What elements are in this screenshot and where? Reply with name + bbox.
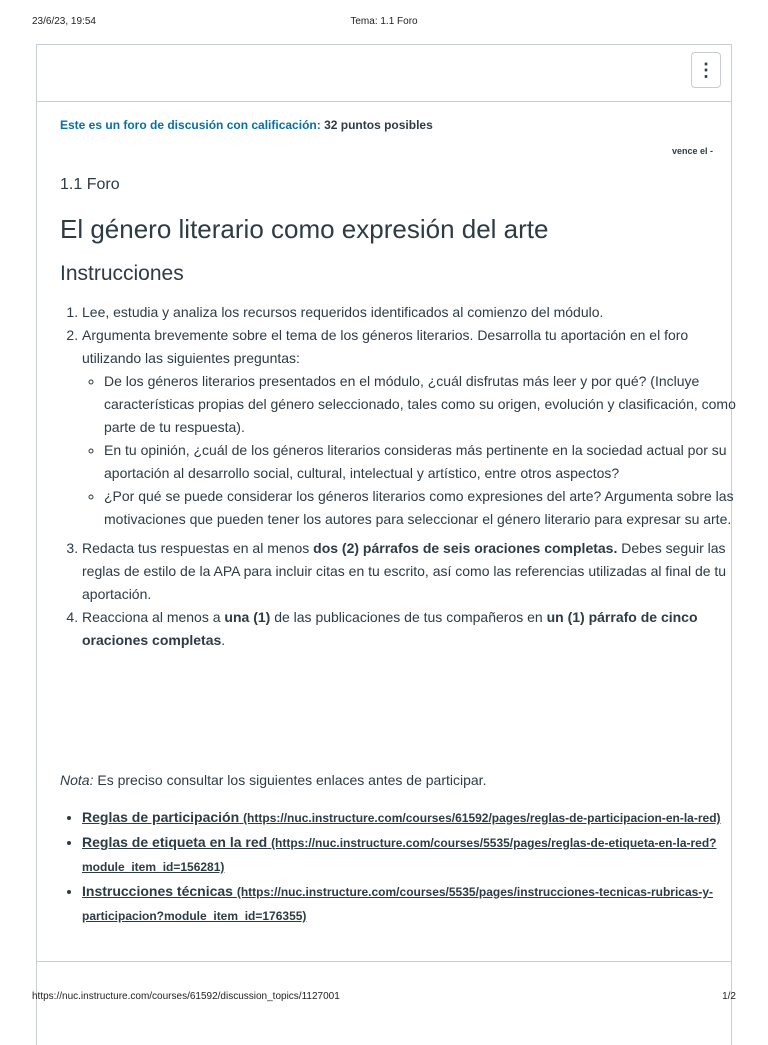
step-3-text-b: Debes seguir las reglas de estilo de la APA para incluir citas en tu escrito, así como las referencias utilizadas al final de tu aportación. xyxy=(82,540,727,602)
graded-points: 32 puntos posibles xyxy=(324,118,433,132)
note-label: Nota: xyxy=(60,772,94,788)
step-1-text: Lee, estudia y analiza los recursos requeridos identificados al comienzo del módulo. xyxy=(82,304,604,320)
list-item xyxy=(82,606,742,652)
link-instrucciones-tecnicas[interactable] xyxy=(82,883,713,923)
link-reglas-etiqueta[interactable] xyxy=(82,834,717,874)
link-text: Reglas de participación xyxy=(82,809,240,825)
kebab-menu-icon: ⋮ xyxy=(697,59,715,80)
link-url: (https://nuc.instructure.com/courses/5535/pages/reglas-de-etiqueta-en-la-red?module_item_id=156281) xyxy=(82,836,717,874)
instructions-list xyxy=(60,301,742,652)
list-item xyxy=(82,806,742,830)
link-text: Reglas de etiqueta en la red xyxy=(82,834,268,850)
discussion-content xyxy=(60,118,736,923)
print-header xyxy=(32,16,736,30)
card-toolbar xyxy=(37,45,731,102)
step-4-text-b: de las publicaciones de tus compañeros en xyxy=(270,609,547,625)
question-1-text: De los géneros literarios presentados en el módulo, ¿cuál disfrutas más leer y por qué? (Incluye características propias del género seleccionado, tales como su origen, evolución y clasificación, como parte de tu respuesta). xyxy=(104,373,736,435)
forum-title: 1.1 Foro xyxy=(60,176,120,193)
link-reglas-participacion[interactable] xyxy=(82,809,721,825)
link-url: (https://nuc.instructure.com/courses/5535/pages/instrucciones-tecnicas-rubricas-y-participacion?module_item_id=176355) xyxy=(82,885,713,923)
list-item xyxy=(82,537,742,606)
step-3-bold: dos (2) párrafos de seis oraciones completas. xyxy=(313,540,618,556)
note xyxy=(60,772,486,788)
question-2-text: En tu opinión, ¿cuál de los géneros literarios consideras más pertinente en la sociedad actual por su aportación al desarrollo social, cultural, intelectual y artístico, entre otros aspectos? xyxy=(104,442,727,481)
due-date: vence el - xyxy=(671,146,713,156)
step-4-text-a: Reacciona al menos a xyxy=(82,609,225,625)
step-3-text-a: Redacta tus respuestas en al menos xyxy=(82,540,314,556)
instructions-heading: Instrucciones xyxy=(60,262,184,285)
print-date: 23/6/23, 19:54 xyxy=(32,16,96,27)
question-item xyxy=(104,439,742,485)
more-options-button[interactable] xyxy=(691,52,721,88)
resource-links xyxy=(60,806,742,929)
list-item xyxy=(82,831,742,879)
print-page-title: Tema: 1.1 Foro xyxy=(350,16,418,27)
question-item xyxy=(104,370,742,439)
note-text: Es preciso consultar los siguientes enlaces antes de participar. xyxy=(93,772,487,788)
print-footer xyxy=(32,991,736,1005)
list-item xyxy=(82,880,742,928)
link-text: Instrucciones técnicas xyxy=(82,883,233,899)
step-2-text: Argumenta brevemente sobre el tema de los géneros literarios. Desarrolla tu aportación en el foro utilizando las siguientes preguntas: xyxy=(82,327,689,366)
step-4-bold-1: una (1) xyxy=(224,609,271,625)
link-url: (https://nuc.instructure.com/courses/61592/pages/reglas-de-participacion-en-la-red) xyxy=(243,811,721,825)
print-page-number: 1/2 xyxy=(722,991,736,1002)
print-url: https://nuc.instructure.com/courses/61592/discussion_topics/1127001 xyxy=(32,991,340,1002)
card-divider xyxy=(37,961,731,962)
list-item xyxy=(82,324,742,531)
step-4-text-c: . xyxy=(221,632,226,648)
question-3-text: ¿Por qué se puede considerar los géneros literarios como expresiones del arte? Argumenta sobre las motivaciones que pueden tener los autores para seleccionar el género literario para expresar su arte. xyxy=(104,488,734,527)
list-item xyxy=(82,301,742,324)
page-title: El género literario como expresión del arte xyxy=(60,214,549,244)
questions-list xyxy=(82,370,742,531)
question-item xyxy=(104,485,742,531)
graded-notice xyxy=(60,118,720,132)
step-4-bold-2: un (1) párrafo de cinco oraciones completas xyxy=(82,609,698,648)
graded-label: Este es un foro de discusión con calificación: xyxy=(60,118,321,132)
